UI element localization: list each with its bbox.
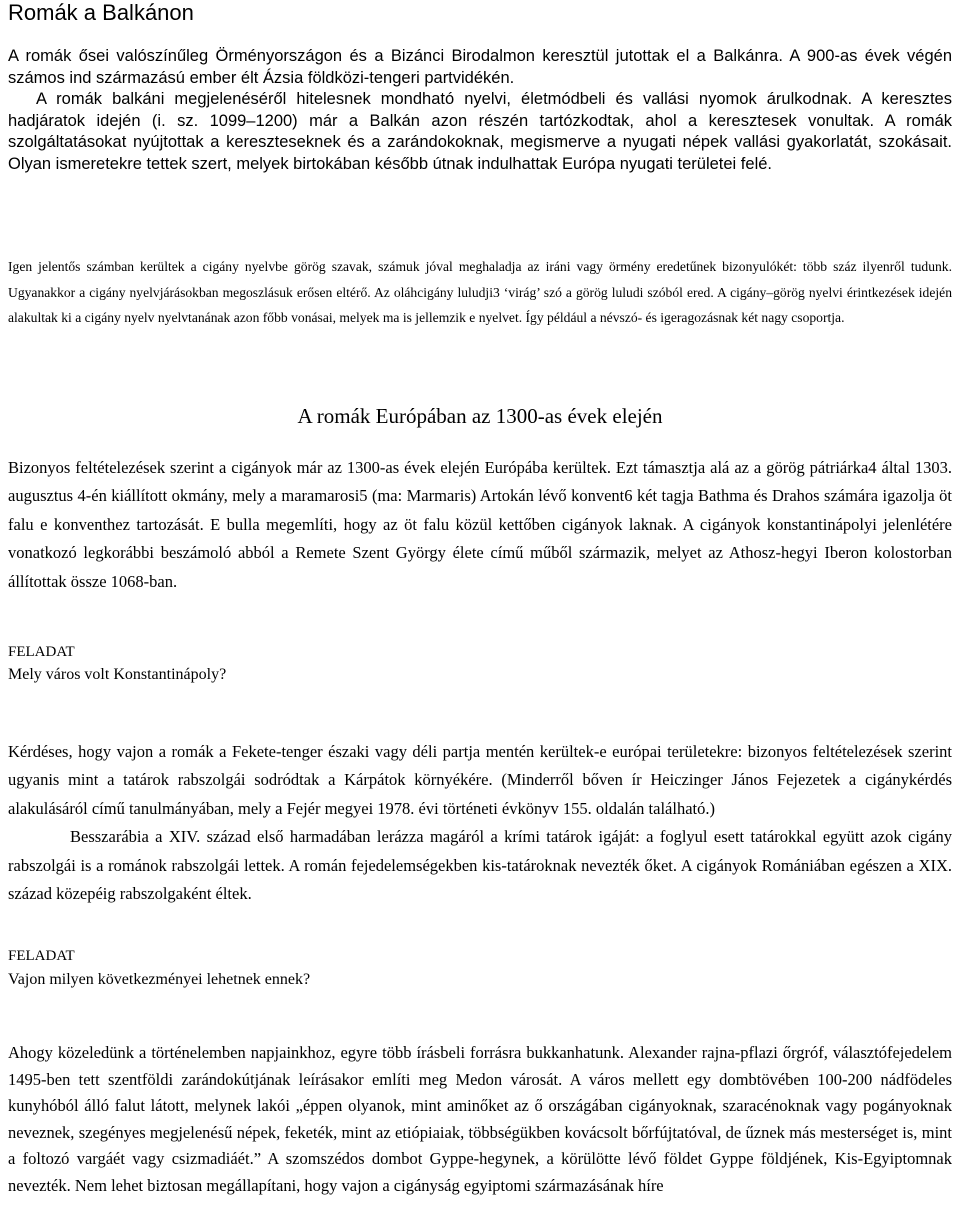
section-title-europe-1300s: A romák Európában az 1300-as évek elején: [297, 404, 663, 428]
paragraph-balkan-origins-part1: A romák ősei valószínűleg Örményországon és a Bizánci Birodalmon keresztül jutottak el a Balkánra. A 900-as évek végén számos ind származású ember élt Ázsia földközi-tengeri partvidékén.: [8, 47, 952, 87]
paragraph-balkan-origins-part2: A romák balkáni megjelenéséről hitelesnek mondható nyelvi, életmódbeli és vallási nyomok árulkodnak. A keresztes hadjáratok idején (i. sz. 1099–1200) már a Balkán azon részén tartózkodtak, ahol a keresztesek vonultak. A romák szolgáltatásokat nyújtottak a kereszteseknek és a zarándokoknak, megismerve a nyugati népek vallási gyakorlatát, szokásait. Olyan ismeretekre tettek szert, melyek birtokában később útnak indulhattak Európa nyugati területei felé.: [8, 90, 952, 173]
paragraph-black-sea: [8, 738, 952, 908]
task-label-1: FELADAT: [8, 644, 75, 660]
paragraph-medon: Ahogy közeledünk a történelemben napjainkhoz, egyre több írásbeli forrásra bukkanhatunk. Alexander rajna-pflazi őrgróf, választófejedelem 1495-ben tett szentföldi zarándokútjának leírásakor említi meg Medon városát. A város mellett egy dombtövében 100-200 nádfödeles kunyhóból álló falut látott, melynek lakói „éppen olyanok, mint aminőket az ő országában cigányoknak, szaracénoknak vagy pogányoknak neveznek, szegényes megjelenésű népek, feketék, mint az etiópiaiak, többségükben kovácsolt bőrfújtatóval, de űznek más mesterséget is, mint a foltozó vargáét vagy csizmadiáét.” A szomszédos dombot Gyppe-hegynek, a körülötte lévő földet Gyppe földjének, Kis-Egyiptomnak nevezték. Nem lehet biztosan megállapítani, hogy vajon a cigányság egyiptomi származásának híre: [8, 1043, 952, 1195]
paragraph-bessarabia: Besszarábia a XIV. század első harmadában lerázza magáról a krími tatárok igáját: a foglyul esett tatárokkal együtt azok cigány rabszolgái is a románok rabszolgái lettek. A román fejedelemségekben kis-tatároknak nevezték őket. A cigányok Romániában egészen a XIX. század közepéig rabszolgaként éltek.: [8, 827, 952, 904]
paragraph-1303-document: Bizonyos feltételezések szerint a cigányok már az 1300-as évek elején Európába kerültek. Ezt támasztja alá az a görög pátriárka4 által 1303. augusztus 4-én kiállított okmány, mely a maramarosi5 (ma: Marmaris) Artokán lévő konvent6 két tagja Bathma és Drahos számára igazolja öt falu e konventhez tartozását. E bulla megemlíti, hogy az öt falu közül kettőben cigányok laknak. A cigányok konstantinápolyi jelenlétére vonatkozó legkorábbi beszámoló abból a Remete Szent György élete című műből származik, melyet az Athosz-hegyi Iberon kolostorban állítottak össze 1068-ban.: [8, 458, 952, 591]
paragraph-balkan-origins: [8, 46, 952, 176]
section-title-balkan: Romák a Balkánon: [8, 0, 194, 25]
paragraph-black-sea-part1: Kérdéses, hogy vajon a romák a Fekete-tenger északi vagy déli partja mentén kerültek-e európai területekre: bizonyos feltételezések szerint ugyanis mint a tatárok rabszolgái sodródtak a Kárpátok környékére. (Minderről bőven ír Heiczinger János Fejezetek a cigánykérdés alakulásáról című tanulmányában, mely a Fejér megyei 1978. évi történeti évkönyv 155. oldalán található.): [8, 742, 952, 818]
task-question-1: Mely város volt Konstantinápoly?: [8, 666, 227, 683]
task-label-2: FELADAT: [8, 948, 75, 964]
task-question-2: Vajon milyen következményei lehetnek ennek?: [8, 971, 311, 988]
paragraph-greek-loanwords: Igen jelentős számban kerültek a cigány nyelvbe görög szavak, számuk jóval meghaladja az iráni vagy örmény eredetűnek bizonyulókét: több száz ilyenről tudunk. Ugyanakkor a cigány nyelvjárásokban megoszlásuk erősen eltérő. Az oláhcigány luludji3 ‘virág’ szó a görög luludi szóból ered. A cigány–görög nyelvi érintkezések idején alakultak ki a cigány nyelv nyelvtanának azon főbb vonásai, melyek ma is jellemzik e nyelvet. Így például a névszó- és igeragozásnak két nagy csoportja.: [8, 259, 952, 326]
